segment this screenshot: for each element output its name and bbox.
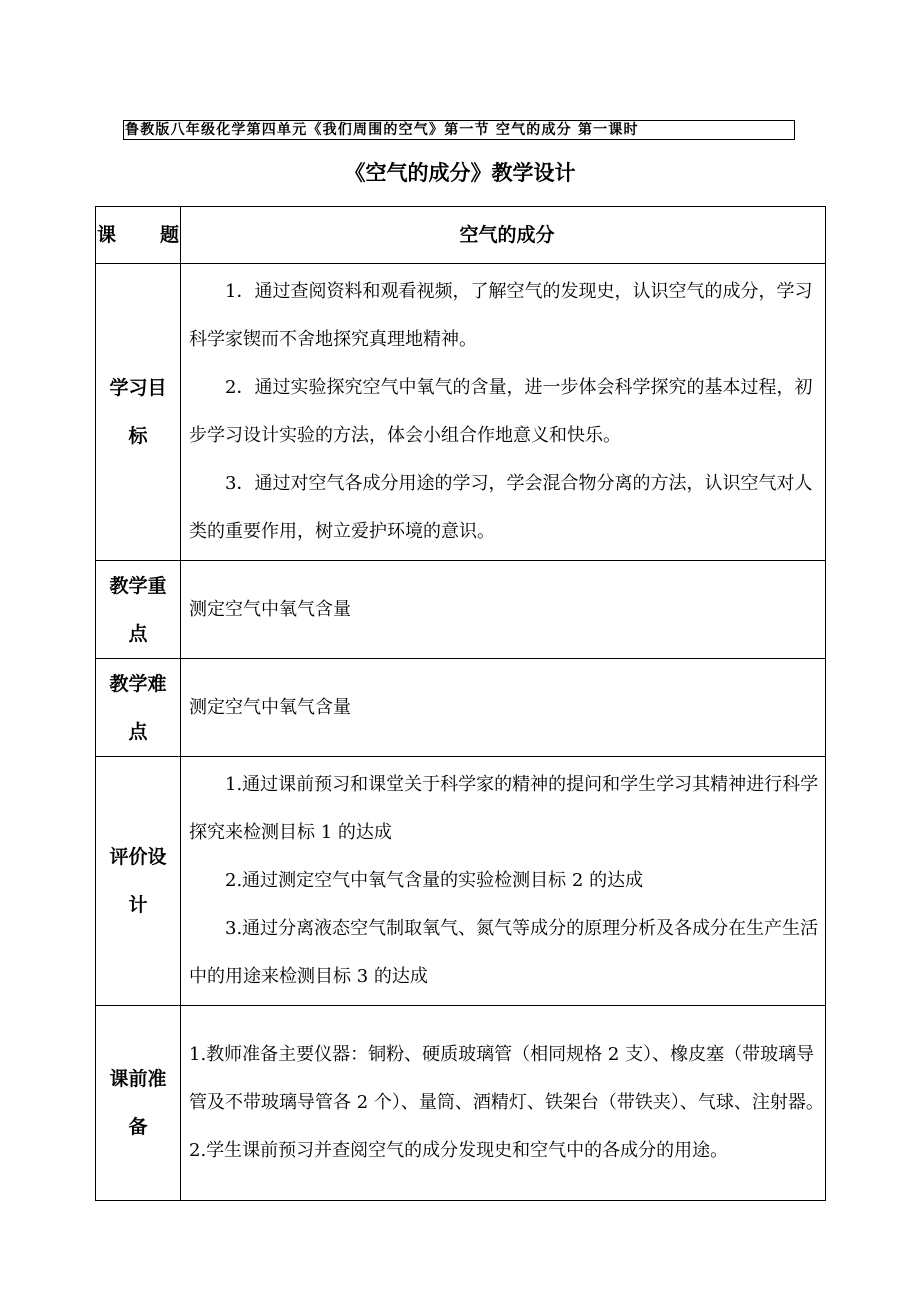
key-point-label: 教学重点	[109, 574, 167, 645]
document-title: 《空气的成分》教学设计	[344, 161, 576, 185]
difficulty-label-cell	[96, 659, 181, 757]
evaluation-label-cell	[96, 757, 181, 1006]
evaluation-item: 2.通过测定空气中氧气含量的实验检测目标 2 的达成	[225, 870, 644, 891]
difficulty-label: 教学难点	[109, 672, 167, 743]
evaluation-label: 评价设计	[109, 846, 167, 916]
preparation-content	[181, 1006, 826, 1201]
goals-label: 学习目标	[109, 377, 167, 447]
table-row-preparation	[96, 1006, 826, 1201]
lesson-design-table	[95, 206, 826, 1201]
preparation-label: 课前准备	[109, 1068, 167, 1138]
preparation-item: 1.教师准备主要仪器：铜粉、硬质玻璃管（相同规格 2 支）、橡皮塞（带玻璃导管及不带玻璃导管各 2 个）、量筒、酒精灯、铁架台（带铁夹）、气球、注射器。	[189, 1044, 824, 1113]
goal-item: 1．通过查阅资料和观看视频，了解空气的发现史，认识空气的成分，学习科学家锲而不舍地探究真理地精神。	[189, 281, 813, 350]
goals-content	[181, 264, 826, 561]
table-row-evaluation	[96, 757, 826, 1006]
evaluation-item: 1.通过课前预习和课堂关于科学家的精神的提问和学生学习其精神进行科学探究来检测目标 1 的达成	[189, 774, 819, 843]
preparation-label-cell	[96, 1006, 181, 1201]
evaluation-content	[181, 757, 826, 1006]
key-point-value: 测定空气中氧气含量	[181, 561, 826, 659]
goal-item: 3．通过对空气各成分用途的学习，学会混合物分离的方法，认识空气对人类的重要作用，树立爱护环境的意识。	[189, 473, 813, 542]
table-row-key-point	[96, 561, 826, 659]
evaluation-item: 3.通过分离液态空气制取氧气、氮气等成分的原理分析及各成分在生产生活中的用途来检测目标 3 的达成	[189, 918, 819, 987]
course-header: 鲁教版八年级化学第四单元《我们周围的空气》第一节 空气的成分 第一课时	[123, 120, 795, 140]
table-row-goals	[96, 264, 826, 561]
topic-label-cell	[96, 207, 223, 264]
goal-item: 2．通过实验探究空气中氧气的含量，进一步体会科学探究的基本过程，初步学习设计实验的方法，体会小组合作地意义和快乐。	[189, 377, 813, 446]
topic-label: 课题	[96, 224, 223, 246]
table-row-difficulty	[96, 659, 826, 757]
goals-label-cell	[96, 264, 181, 561]
key-point-label-cell	[96, 561, 181, 659]
table-row-topic	[96, 207, 826, 264]
topic-value: 空气的成分	[181, 207, 826, 264]
preparation-item: 2.学生课前预习并查阅空气的成分发现史和空气中的各成分的用途。	[189, 1140, 729, 1161]
difficulty-value: 测定空气中氧气含量	[181, 659, 826, 757]
